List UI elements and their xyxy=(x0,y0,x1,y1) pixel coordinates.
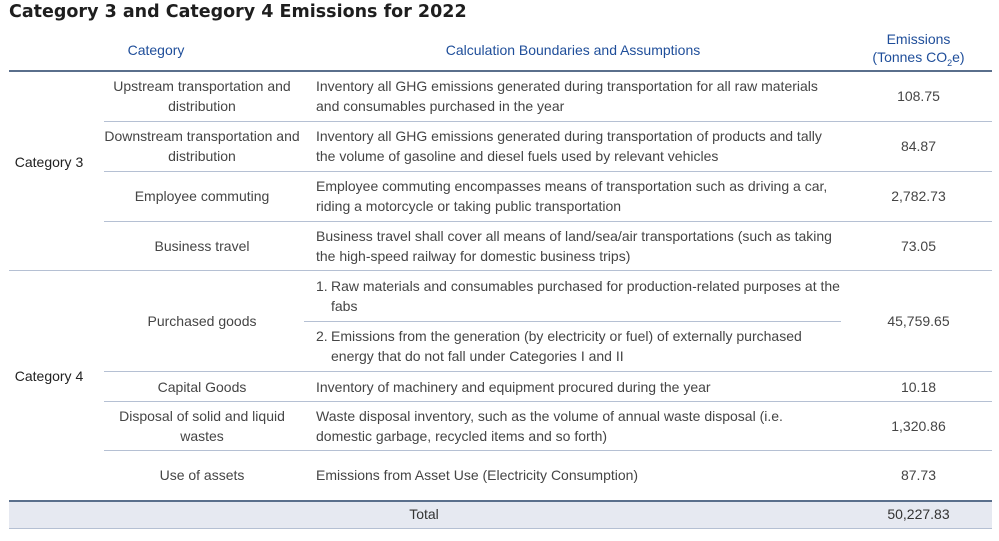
row-divider xyxy=(104,450,992,451)
row-description: Inventory of machinery and equipment procured during the year xyxy=(316,378,711,395)
item-number: 2. xyxy=(316,328,328,344)
total-emissions: 50,227.83 xyxy=(887,506,950,522)
row-description: Employee commuting encompasses means of transportation such as driving a car, riding a motorcycle or taking public transportation xyxy=(316,178,828,214)
row-divider xyxy=(104,401,992,402)
group-label-category-3: Category 3 xyxy=(14,154,84,170)
row-emissions: 2,782.73 xyxy=(891,188,946,204)
row-description: Waste disposal inventory, such as the volume of annual waste disposal (i.e. domestic garbage, recycled items and so forth) xyxy=(316,408,783,444)
row-category: Employee commuting xyxy=(134,188,270,204)
header-emissions-subscript: 2 xyxy=(947,57,953,68)
row-category: Purchased goods xyxy=(147,313,257,329)
header-emissions xyxy=(846,30,991,66)
row-category: Business travel xyxy=(154,238,250,254)
header-calculation: Calculation Boundaries and Assumptions xyxy=(445,42,701,58)
item-number: 1. xyxy=(316,278,328,294)
header-emissions-prefix: (Tonnes CO xyxy=(872,49,948,65)
page-title: Category 3 and Category 4 Emissions for 2022 xyxy=(9,2,467,22)
header-divider xyxy=(9,70,992,72)
header-emissions-line1: Emissions xyxy=(886,31,951,47)
row-category: Capital Goods xyxy=(157,378,247,395)
row-description: Inventory all GHG emissions generated during transportation of products and tally the volume of gasoline and diesel fuels used by relevant vehicles xyxy=(316,128,822,164)
row-description: Business travel shall cover all means of land/sea/air transportations (such as taking the high-speed railway for domestic business trips) xyxy=(316,228,832,264)
row-emissions: 1,320.86 xyxy=(891,418,946,434)
row-emissions: 45,759.65 xyxy=(887,313,950,329)
row-emissions: 10.18 xyxy=(900,378,937,395)
item-text: Raw materials and consumables purchased for production-related purposes at the fabs xyxy=(331,278,840,314)
row-divider xyxy=(104,371,992,372)
header-category: Category xyxy=(127,42,185,58)
row-description: Inventory all GHG emissions generated during transportation for all raw materials and consumables purchased in the year xyxy=(316,78,818,114)
total-label: Total xyxy=(409,506,439,522)
header-emissions-suffix: e) xyxy=(952,49,965,65)
row-divider xyxy=(104,221,992,222)
row-divider xyxy=(104,171,992,172)
row-emissions: 84.87 xyxy=(900,138,937,154)
row-category: Downstream transportation and distribution xyxy=(104,128,300,164)
row-emissions: 73.05 xyxy=(900,238,937,254)
row-category: Use of assets xyxy=(159,467,245,483)
group-label-category-4: Category 4 xyxy=(14,368,84,384)
group-divider xyxy=(9,270,992,271)
item-text: Emissions from the generation (by electricity or fuel) of externally purchased energy that do not fall under Categories I and II xyxy=(331,328,802,364)
row-divider xyxy=(104,121,992,122)
row-description-item xyxy=(316,326,840,366)
row-category: Disposal of solid and liquid wastes xyxy=(119,408,285,444)
item-divider xyxy=(304,321,841,322)
row-description: Emissions from Asset Use (Electricity Consumption) xyxy=(316,467,639,483)
row-emissions: 87.73 xyxy=(900,467,937,483)
row-description-item xyxy=(316,276,840,316)
row-category: Upstream transportation and distribution xyxy=(113,78,291,114)
row-emissions: 108.75 xyxy=(897,88,940,104)
